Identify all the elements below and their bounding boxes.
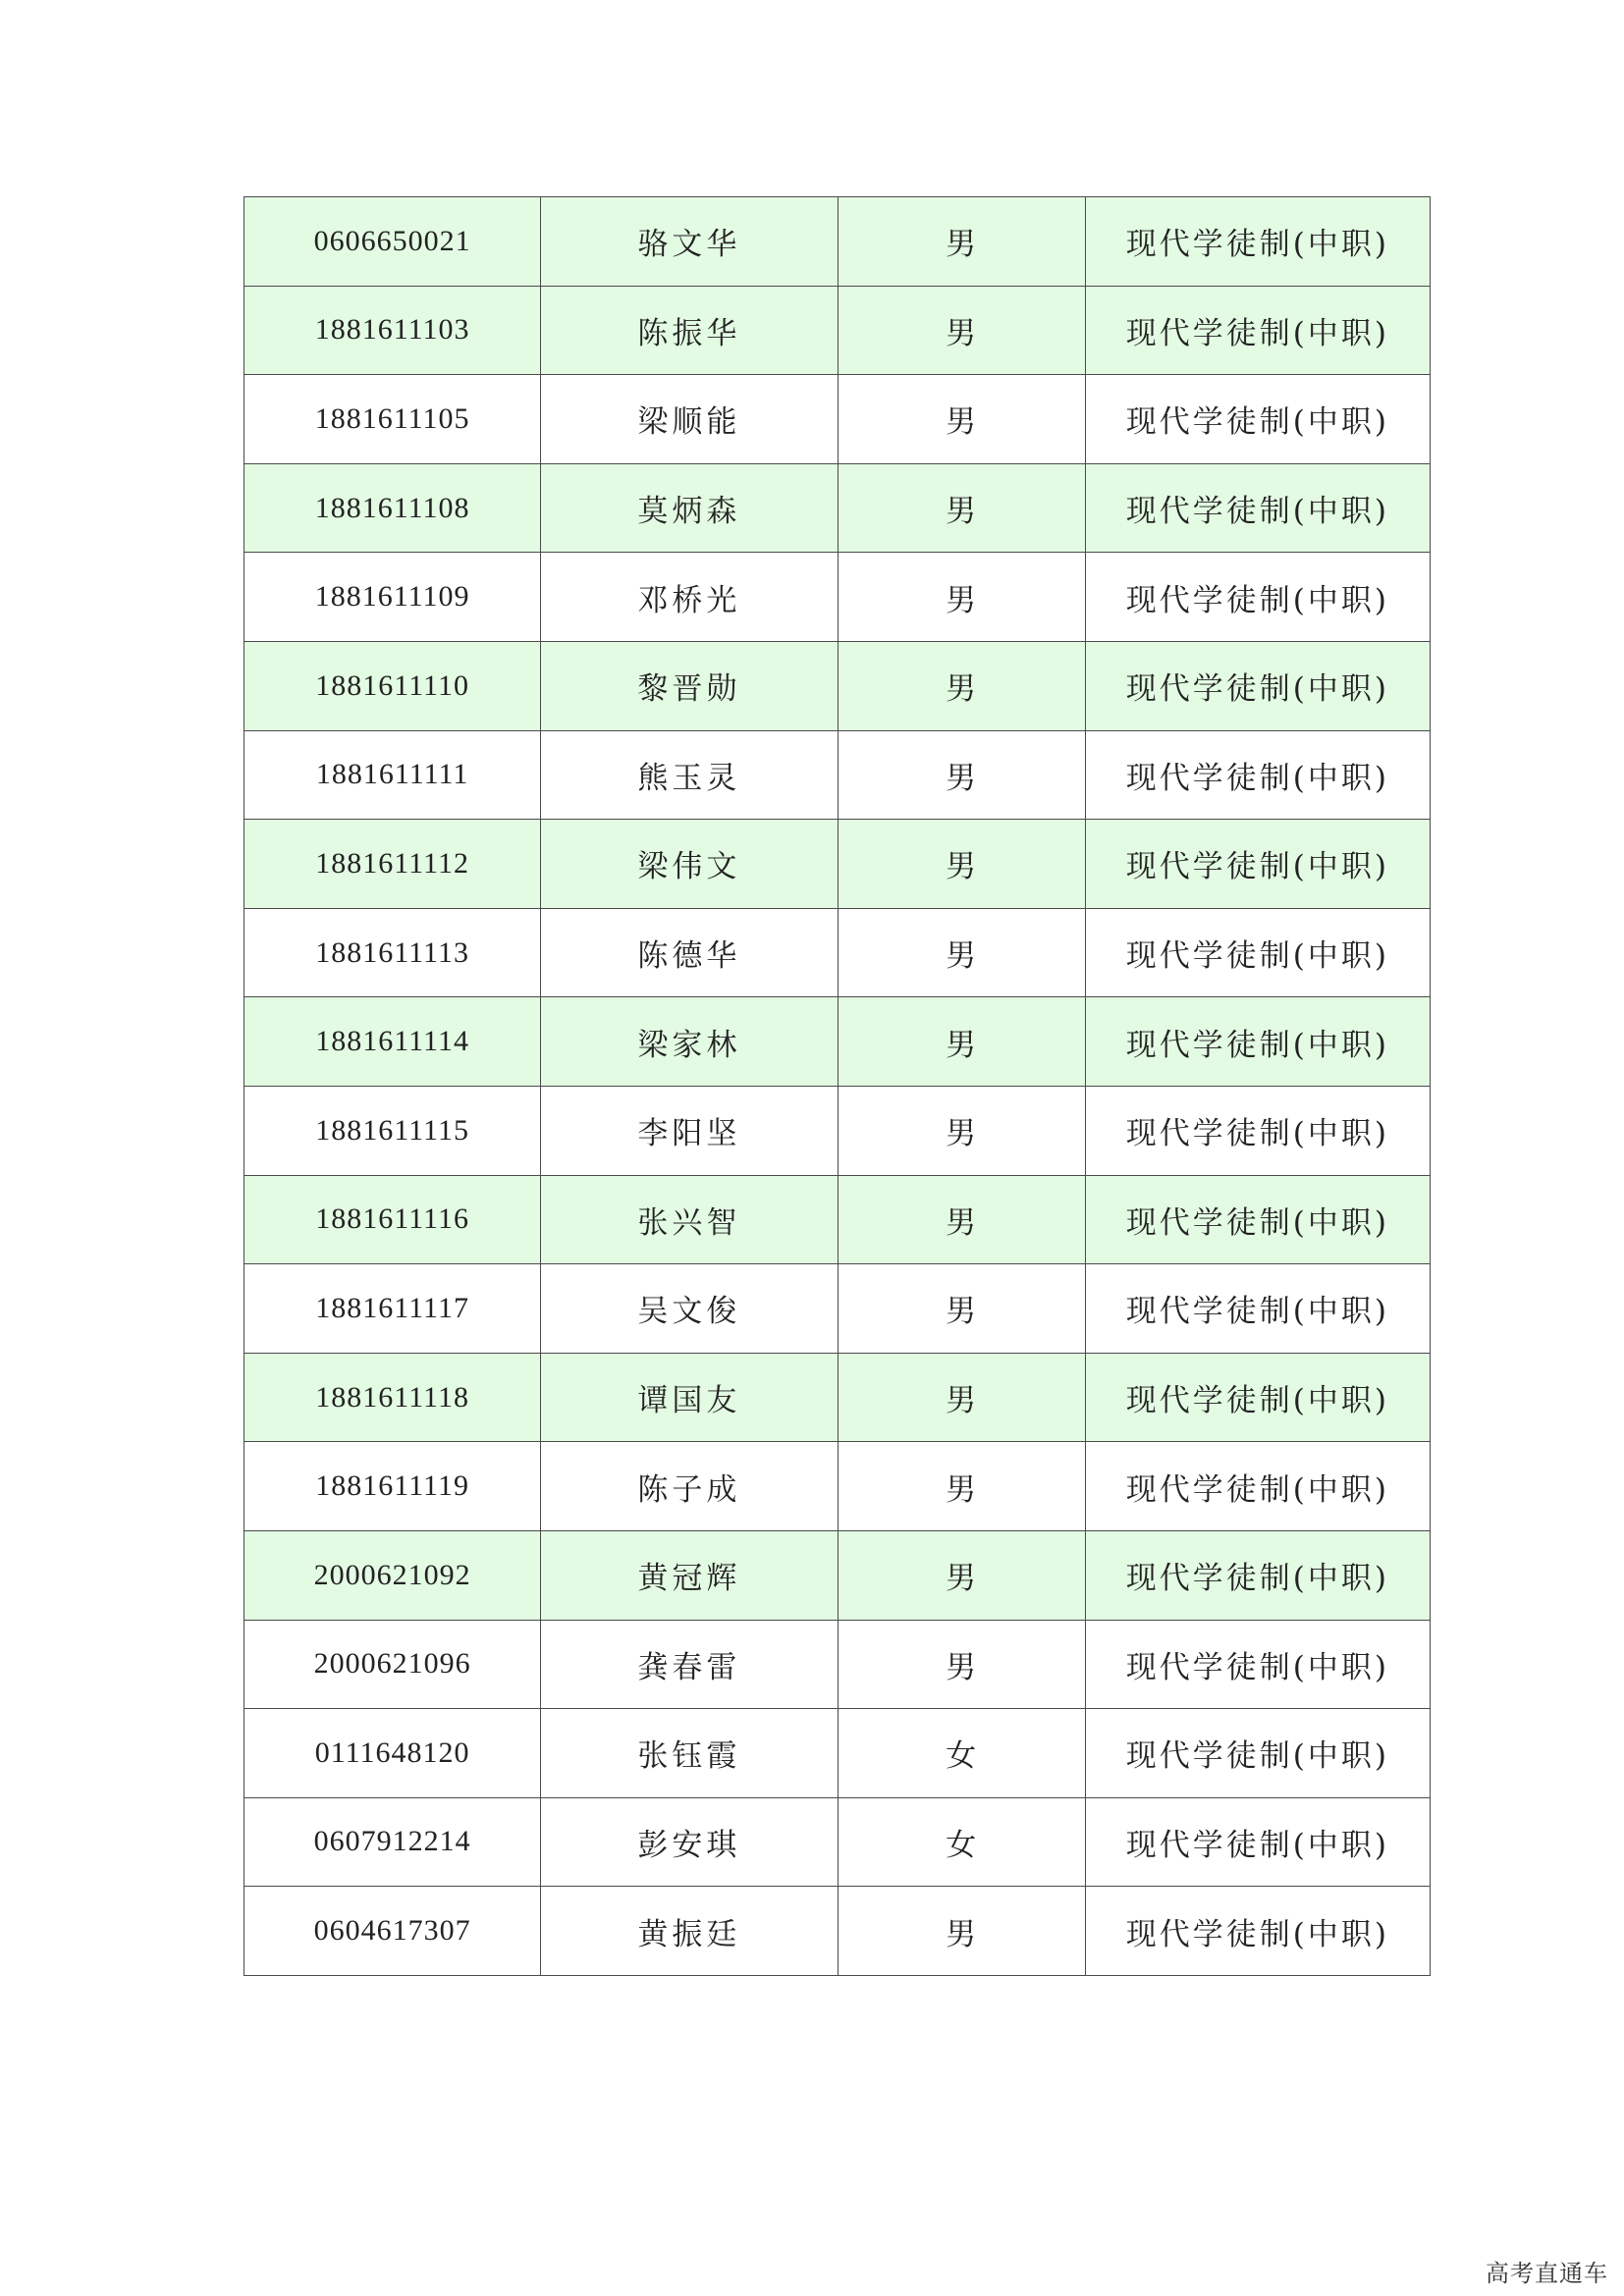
- student-id-cell: 1881611116: [244, 1175, 541, 1264]
- student-gender-cell: 男: [838, 641, 1085, 730]
- student-gender-cell: 男: [838, 730, 1085, 820]
- student-id-cell: 1881611105: [244, 375, 541, 464]
- student-name-cell: 张兴智: [541, 1175, 838, 1264]
- student-gender-cell: 男: [838, 820, 1085, 909]
- student-gender-cell: 女: [838, 1797, 1085, 1887]
- student-gender-cell: 男: [838, 1530, 1085, 1620]
- student-program-cell: 现代学徒制(中职): [1085, 1709, 1430, 1798]
- student-program-cell: 现代学徒制(中职): [1085, 1086, 1430, 1175]
- student-program-cell: 现代学徒制(中职): [1085, 908, 1430, 997]
- table-row: [244, 1086, 1431, 1175]
- student-program-cell: 现代学徒制(中职): [1085, 197, 1430, 287]
- student-program-cell: 现代学徒制(中职): [1085, 463, 1430, 553]
- student-program-cell: 现代学徒制(中职): [1085, 1530, 1430, 1620]
- student-id-cell: 2000621092: [244, 1530, 541, 1620]
- student-id-cell: 2000621096: [244, 1620, 541, 1709]
- student-id-cell: 1881611111: [244, 730, 541, 820]
- student-name-cell: 黄冠辉: [541, 1530, 838, 1620]
- student-gender-cell: 男: [838, 1442, 1085, 1531]
- student-gender-cell: 男: [838, 1264, 1085, 1354]
- student-gender-cell: 男: [838, 997, 1085, 1087]
- student-name-cell: 熊玉灵: [541, 730, 838, 820]
- student-id-cell: 1881611109: [244, 553, 541, 642]
- table-row: [244, 1709, 1431, 1798]
- student-id-cell: 1881611112: [244, 820, 541, 909]
- student-name-cell: 李阳坚: [541, 1086, 838, 1175]
- table-row: [244, 463, 1431, 553]
- student-program-cell: 现代学徒制(中职): [1085, 997, 1430, 1087]
- student-gender-cell: 男: [838, 1353, 1085, 1442]
- table-row: [244, 1353, 1431, 1442]
- table-row: [244, 197, 1431, 287]
- student-id-cell: 1881611119: [244, 1442, 541, 1531]
- student-gender-cell: 男: [838, 1086, 1085, 1175]
- table-row: [244, 730, 1431, 820]
- student-id-cell: 1881611108: [244, 463, 541, 553]
- student-program-cell: 现代学徒制(中职): [1085, 820, 1430, 909]
- student-program-cell: 现代学徒制(中职): [1085, 730, 1430, 820]
- student-program-cell: 现代学徒制(中职): [1085, 1175, 1430, 1264]
- table-row: [244, 375, 1431, 464]
- student-program-cell: 现代学徒制(中职): [1085, 1264, 1430, 1354]
- student-gender-cell: 男: [838, 197, 1085, 287]
- table-row: [244, 1530, 1431, 1620]
- table-row: [244, 1442, 1431, 1531]
- table-row: [244, 553, 1431, 642]
- student-gender-cell: 男: [838, 375, 1085, 464]
- student-name-cell: 黎晋勋: [541, 641, 838, 730]
- student-id-cell: 0606650021: [244, 197, 541, 287]
- table-row: [244, 1620, 1431, 1709]
- student-name-cell: 莫炳森: [541, 463, 838, 553]
- table-row: [244, 1264, 1431, 1354]
- student-program-cell: 现代学徒制(中职): [1085, 1887, 1430, 1976]
- student-name-cell: 张钰霞: [541, 1709, 838, 1798]
- student-name-cell: 陈振华: [541, 286, 838, 375]
- student-gender-cell: 男: [838, 1887, 1085, 1976]
- table-row: [244, 997, 1431, 1087]
- student-program-cell: 现代学徒制(中职): [1085, 1797, 1430, 1887]
- student-gender-cell: 女: [838, 1709, 1085, 1798]
- student-name-cell: 黄振廷: [541, 1887, 838, 1976]
- student-id-cell: 1881611103: [244, 286, 541, 375]
- student-name-cell: 梁顺能: [541, 375, 838, 464]
- student-name-cell: 吴文俊: [541, 1264, 838, 1354]
- student-name-cell: 谭国友: [541, 1353, 838, 1442]
- student-gender-cell: 男: [838, 463, 1085, 553]
- student-gender-cell: 男: [838, 286, 1085, 375]
- student-id-cell: 0607912214: [244, 1797, 541, 1887]
- student-gender-cell: 男: [838, 1620, 1085, 1709]
- student-name-cell: 骆文华: [541, 197, 838, 287]
- student-program-cell: 现代学徒制(中职): [1085, 1442, 1430, 1531]
- student-program-cell: 现代学徒制(中职): [1085, 375, 1430, 464]
- student-id-cell: 1881611114: [244, 997, 541, 1087]
- student-gender-cell: 男: [838, 553, 1085, 642]
- table-row: [244, 641, 1431, 730]
- student-name-cell: 梁家林: [541, 997, 838, 1087]
- student-gender-cell: 男: [838, 908, 1085, 997]
- student-roster-table: [244, 196, 1431, 1976]
- student-name-cell: 陈子成: [541, 1442, 838, 1531]
- student-program-cell: 现代学徒制(中职): [1085, 1620, 1430, 1709]
- roster-body: [244, 197, 1431, 1976]
- student-id-cell: 0111648120: [244, 1709, 541, 1798]
- student-name-cell: 陈德华: [541, 908, 838, 997]
- student-id-cell: 1881611110: [244, 641, 541, 730]
- student-program-cell: 现代学徒制(中职): [1085, 286, 1430, 375]
- student-id-cell: 1881611118: [244, 1353, 541, 1442]
- student-id-cell: 1881611113: [244, 908, 541, 997]
- student-program-cell: 现代学徒制(中职): [1085, 641, 1430, 730]
- table-row: [244, 1887, 1431, 1976]
- table-row: [244, 820, 1431, 909]
- student-name-cell: 彭安琪: [541, 1797, 838, 1887]
- table-row: [244, 1175, 1431, 1264]
- student-program-cell: 现代学徒制(中职): [1085, 1353, 1430, 1442]
- student-name-cell: 龚春雷: [541, 1620, 838, 1709]
- table-row: [244, 908, 1431, 997]
- student-program-cell: 现代学徒制(中职): [1085, 553, 1430, 642]
- site-watermark: 高考直通车: [1486, 2260, 1608, 2287]
- student-gender-cell: 男: [838, 1175, 1085, 1264]
- student-id-cell: 0604617307: [244, 1887, 541, 1976]
- student-name-cell: 梁伟文: [541, 820, 838, 909]
- student-id-cell: 1881611115: [244, 1086, 541, 1175]
- table-row: [244, 1797, 1431, 1887]
- student-id-cell: 1881611117: [244, 1264, 541, 1354]
- table-row: [244, 286, 1431, 375]
- student-name-cell: 邓桥光: [541, 553, 838, 642]
